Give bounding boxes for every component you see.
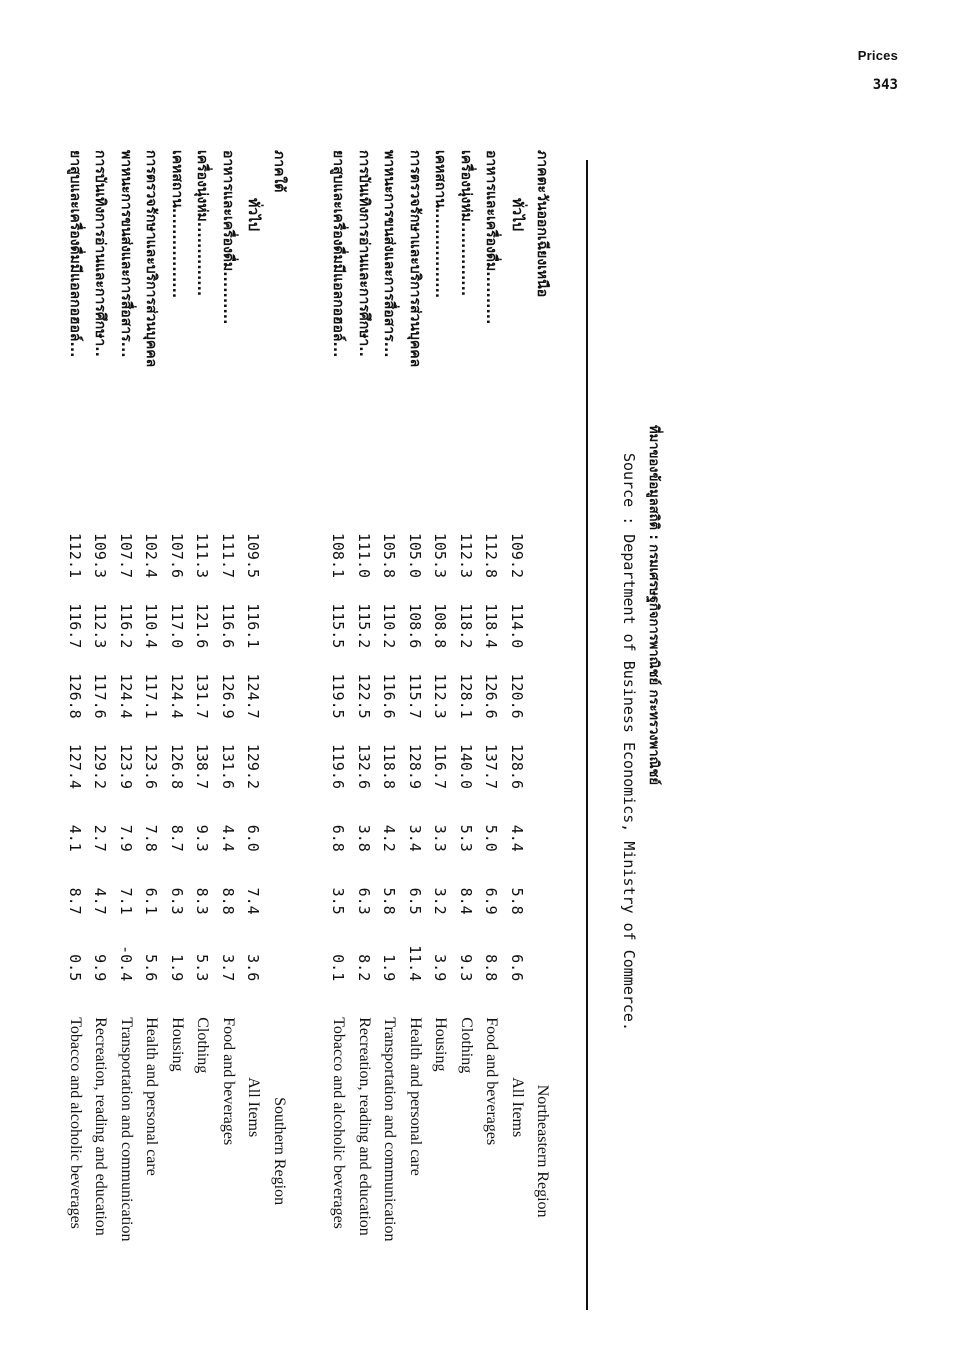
table-row	[377, 150, 403, 1315]
value-cell: 1.9	[167, 954, 186, 982]
row-label-thai: การบันเทิงการอ่านและการศึกษา..	[355, 150, 372, 357]
row-label-english: Tobacco and alcoholic beverages	[330, 1017, 348, 1229]
value-cell: 108.8	[431, 603, 450, 649]
table-row	[113, 150, 139, 1315]
row-label-thai: ยาสูบและเครื่องดื่มมีแอลกอฮอล์...	[330, 150, 347, 358]
value-cell: 6.1	[142, 887, 161, 915]
value-cell: 140.0	[456, 743, 475, 789]
table-bottom-rule	[586, 160, 588, 1310]
value-cell: 129.2	[91, 743, 110, 789]
table-row	[241, 150, 267, 1315]
value-cell: 5.6	[142, 954, 161, 982]
value-cell: 119.6	[329, 743, 348, 789]
value-cell: 3.5	[329, 887, 348, 915]
value-cell: 118.2	[456, 603, 475, 649]
value-cell: 120.6	[507, 673, 526, 719]
table-row	[504, 150, 530, 1315]
empty-cell	[530, 921, 556, 988]
table-row	[139, 150, 165, 1315]
empty-cell	[266, 921, 292, 988]
value-cell: 109.3	[91, 532, 110, 579]
table-row	[402, 150, 428, 1315]
value-cell: 129.2	[244, 743, 263, 789]
value-cell: 112.3	[456, 532, 475, 579]
value-cell: 5.8	[507, 887, 526, 915]
table-row	[428, 150, 454, 1315]
value-cell: 8.7	[65, 887, 84, 915]
value-cell: 123.6	[142, 743, 161, 789]
row-label-english: Recreation, reading and education	[92, 1017, 110, 1236]
value-cell: 7.8	[142, 824, 161, 852]
empty-cell	[266, 725, 292, 795]
row-label-thai: ทั่วไป	[508, 198, 525, 232]
value-cell: 110.4	[142, 603, 161, 649]
row-label-thai: อาหารและเครื่องดื่ม..........	[219, 150, 236, 325]
value-cell: 112.1	[65, 532, 84, 579]
value-cell: 6.9	[482, 887, 501, 915]
value-cell: 9.9	[91, 954, 110, 982]
row-label-thai: การตรวจรักษาและบริการส่วนบุคคล	[406, 150, 423, 368]
value-cell: 126.8	[65, 673, 84, 719]
row-label-thai: ยาสูบและเครื่องดื่มมีแอลกอฮอล์...	[66, 150, 83, 358]
row-label-thai: พาหนะการขนส่งและการสื่อสาร...	[381, 150, 398, 358]
value-cell: 3.4	[405, 824, 424, 852]
empty-cell	[266, 584, 292, 654]
spacer-cell	[292, 150, 326, 514]
row-label-thai: การตรวจรักษาและบริการส่วนบุคคล	[143, 150, 160, 368]
empty-cell	[530, 584, 556, 654]
value-cell: 105.8	[380, 532, 399, 579]
value-cell: 112.3	[91, 603, 110, 649]
value-cell: 111.7	[218, 532, 237, 579]
row-label-english: Clothing	[194, 1017, 212, 1074]
value-cell: 111.3	[193, 532, 212, 579]
value-cell: 107.7	[116, 532, 135, 579]
value-cell: 4.1	[65, 824, 84, 852]
row-label-english: Transportation and communication	[381, 1017, 399, 1242]
value-cell: 116.6	[218, 603, 237, 649]
page-header	[858, 48, 898, 93]
value-cell: 9.3	[193, 824, 212, 852]
region-title-thai: ภาคตะวันออกเฉียงเหนือ	[534, 150, 551, 298]
row-label-english: All Items	[245, 1077, 263, 1138]
value-cell: 115.5	[329, 603, 348, 649]
section-title: Prices	[857, 48, 898, 63]
value-cell: 107.6	[167, 532, 186, 579]
empty-cell	[266, 654, 292, 724]
value-cell: 110.2	[380, 603, 399, 649]
value-cell: 121.6	[193, 603, 212, 649]
empty-cell	[530, 725, 556, 795]
value-cell: 116.1	[244, 603, 263, 649]
row-label-english: Food and beverages	[483, 1017, 501, 1146]
value-cell: 118.8	[380, 743, 399, 789]
table-row	[351, 150, 377, 1315]
value-cell: 3.6	[244, 954, 263, 982]
value-cell: 118.4	[482, 603, 501, 649]
table-row	[215, 150, 241, 1315]
region-title-thai: ภาคใต้	[270, 150, 287, 193]
value-cell: 6.3	[167, 887, 186, 915]
value-cell: 117.6	[91, 673, 110, 719]
value-cell: 105.0	[405, 532, 424, 579]
empty-cell	[530, 795, 556, 858]
row-label-english: Clothing	[457, 1017, 475, 1074]
value-cell: 123.9	[116, 743, 135, 789]
row-label-thai: ทั่วไป	[245, 198, 262, 232]
row-label-english: Housing	[168, 1017, 186, 1072]
value-cell: 115.2	[354, 603, 373, 649]
value-cell: 8.8	[218, 887, 237, 915]
region-title-row	[266, 150, 292, 1315]
value-cell: 8.2	[354, 954, 373, 982]
value-cell: 117.0	[167, 603, 186, 649]
value-cell: 8.4	[456, 887, 475, 915]
row-label-thai: เคหสถาน.................	[432, 150, 449, 299]
value-cell: 138.7	[193, 743, 212, 789]
source-note	[615, 425, 665, 1065]
value-cell: 6.5	[405, 887, 424, 915]
value-cell: -0.4	[116, 945, 135, 982]
page-number: 343	[872, 77, 898, 93]
value-cell: 102.4	[142, 532, 161, 579]
value-cell: 124.4	[116, 673, 135, 719]
value-cell: 3.3	[431, 824, 450, 852]
value-cell: 7.4	[244, 887, 263, 915]
value-cell: 5.0	[482, 824, 501, 852]
empty-cell	[530, 858, 556, 921]
value-cell: 109.5	[244, 532, 263, 579]
value-cell: 128.9	[405, 743, 424, 789]
value-cell: 132.6	[354, 743, 373, 789]
row-label-thai: เครื่องนุ่งห่ม..............	[194, 150, 211, 297]
value-cell: 0.1	[329, 954, 348, 982]
table-row	[453, 150, 479, 1315]
value-cell: 0.5	[65, 954, 84, 982]
value-cell: 8.3	[193, 887, 212, 915]
row-label-thai: พาหนะการขนส่งและการสื่อสาร...	[117, 150, 134, 358]
table-body	[62, 150, 555, 1315]
table-row	[88, 150, 114, 1315]
source-english: Source : Department of Business Economics, Ministry of Commerce.	[620, 453, 638, 1031]
value-cell: 115.7	[405, 673, 424, 719]
region-title-english: Northeastern Region	[534, 1084, 552, 1218]
value-cell: 9.3	[456, 954, 475, 982]
source-thai: ที่มาของข้อมูลสถิติ : กรมเศรษฐกิจการพาณิชย์ กระทรวงพาณิชย์	[646, 425, 661, 785]
value-cell: 3.8	[354, 824, 373, 852]
value-cell: 122.5	[354, 673, 373, 719]
row-label-thai: เคหสถาน.................	[168, 150, 185, 299]
value-cell: 5.3	[193, 954, 212, 982]
table-row	[326, 150, 352, 1315]
value-cell: 3.7	[218, 954, 237, 982]
row-label-english: All Items	[508, 1077, 526, 1138]
value-cell: 11.4	[405, 945, 424, 982]
value-cell: 7.1	[116, 887, 135, 915]
empty-cell	[266, 795, 292, 858]
value-cell: 131.7	[193, 673, 212, 719]
value-cell: 126.8	[167, 743, 186, 789]
row-label-english: Recreation, reading and education	[355, 1017, 373, 1236]
value-cell: 114.0	[507, 603, 526, 649]
value-cell: 116.2	[116, 603, 135, 649]
value-cell: 117.1	[142, 673, 161, 719]
value-cell: 8.8	[482, 954, 501, 982]
value-cell: 119.5	[329, 673, 348, 719]
value-cell: 112.3	[431, 673, 450, 719]
row-label-english: Food and beverages	[219, 1017, 237, 1146]
value-cell: 6.8	[329, 824, 348, 852]
value-cell: 4.4	[507, 824, 526, 852]
empty-cell	[266, 858, 292, 921]
row-label-thai: เครื่องนุ่งห่ม..............	[457, 150, 474, 297]
value-cell: 116.7	[431, 743, 450, 789]
value-cell: 3.2	[431, 887, 450, 915]
value-cell: 126.9	[218, 673, 237, 719]
value-cell: 4.4	[218, 824, 237, 852]
empty-cell	[530, 654, 556, 724]
row-label-english: Health and personal care	[406, 1017, 424, 1176]
value-cell: 124.7	[244, 673, 263, 719]
value-cell: 128.6	[507, 743, 526, 789]
empty-cell	[266, 514, 292, 584]
value-cell: 105.3	[431, 532, 450, 579]
row-label-english: Tobacco and alcoholic beverages	[66, 1017, 84, 1229]
table-row	[164, 150, 190, 1315]
value-cell: 112.8	[482, 532, 501, 579]
value-cell: 6.3	[354, 887, 373, 915]
row-label-english: Housing	[432, 1017, 450, 1072]
price-index-table	[62, 150, 555, 1315]
value-cell: 2.7	[91, 824, 110, 852]
price-index-table-rotated	[65, 150, 555, 1315]
region-title-row	[530, 150, 556, 1315]
value-cell: 7.9	[116, 824, 135, 852]
value-cell: 5.8	[380, 887, 399, 915]
value-cell: 128.1	[456, 673, 475, 719]
value-cell: 109.2	[507, 532, 526, 579]
value-cell: 4.7	[91, 887, 110, 915]
row-label-thai: การบันเทิงการอ่านและการศึกษา..	[92, 150, 109, 357]
value-cell: 108.1	[329, 532, 348, 579]
value-cell: 5.3	[456, 824, 475, 852]
row-label-thai: อาหารและเครื่องดื่ม..........	[483, 150, 500, 325]
value-cell: 108.6	[405, 603, 424, 649]
value-cell: 131.6	[218, 743, 237, 789]
row-label-english: Health and personal care	[143, 1017, 161, 1176]
value-cell: 6.0	[244, 824, 263, 852]
value-cell: 1.9	[380, 954, 399, 982]
value-cell: 126.6	[482, 673, 501, 719]
value-cell: 4.2	[380, 824, 399, 852]
table-row	[62, 150, 88, 1315]
value-cell: 127.4	[65, 743, 84, 789]
value-cell: 8.7	[167, 824, 186, 852]
value-cell: 116.7	[65, 603, 84, 649]
value-cell: 124.4	[167, 673, 186, 719]
value-cell: 6.6	[507, 954, 526, 982]
value-cell: 137.7	[482, 743, 501, 789]
table-row	[479, 150, 505, 1315]
value-cell: 3.9	[431, 954, 450, 982]
value-cell: 111.0	[354, 532, 373, 579]
row-label-english: Transportation and communication	[117, 1017, 135, 1242]
region-spacer	[292, 150, 326, 1315]
region-title-english: Southern Region	[270, 1097, 288, 1206]
table-row	[190, 150, 216, 1315]
empty-cell	[530, 514, 556, 584]
value-cell: 116.6	[380, 673, 399, 719]
